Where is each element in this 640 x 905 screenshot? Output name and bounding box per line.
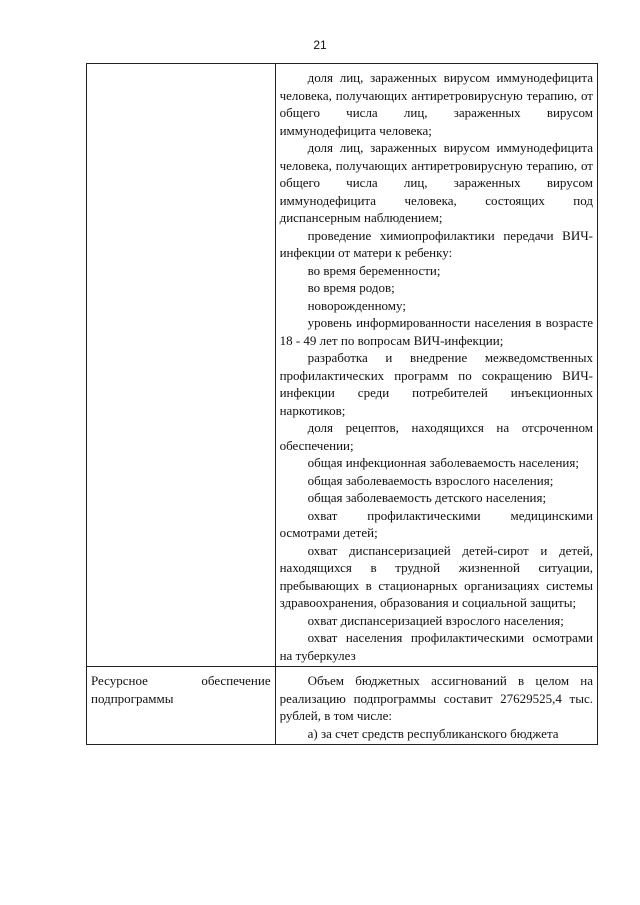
indicator-item: общая заболеваемость детского населения; (307, 490, 547, 505)
table-row (87, 667, 598, 745)
resources-text: а) за счет средств республиканского бюджета (307, 725, 559, 741)
page-number: 21 (313, 38, 327, 52)
target-indicators-cell (275, 64, 597, 667)
indicator-item: доля лиц, зараженных вирусом иммунодефицита человека, получающих антиретровирусную терапию, от общего числа лиц, зараженных вирусом иммунодефицита человека, состоящих под диспансерным наблюдением; (279, 140, 593, 225)
passport-table (86, 63, 598, 745)
row-label-empty (87, 64, 276, 667)
indicator-item: доля рецептов, находящихся на отсроченном обеспечении; (279, 420, 593, 453)
indicator-item: охват профилактическими медицинскими осмотрами детей; (279, 507, 593, 540)
indicator-item: охват диспансеризацией детей-сирот и детей, находящихся в трудной жизненной ситуации, пребывающих в стационарных организациях системы здравоохранения, образования и социальной защиты; (279, 542, 593, 610)
indicator-item: охват населения профилактическими осмотрами на туберкулез (279, 630, 593, 663)
row-label-text: Ресурсное обеспечение подпрограммы (91, 673, 271, 706)
indicator-item: общая заболеваемость взрослого населения; (307, 472, 554, 488)
indicator-item: разработка и внедрение межведомственных профилактических программ по сокращению ВИЧ-инфекции среди потребителей инъекционных наркотиков; (279, 350, 593, 418)
indicator-item: во время родов; (307, 280, 395, 295)
resources-text: Объем бюджетных ассигнований в целом на реализацию подпрограммы составит 27629525,4 тыс. рублей, в том числе: (279, 673, 593, 723)
resources-cell (275, 667, 597, 745)
indicator-item: уровень информированности населения в возрасте 18 - 49 лет по вопросам ВИЧ-инфекции; (279, 315, 593, 348)
indicator-item: доля лиц, зараженных вирусом иммунодефицита человека, получающих антиретровирусную терапию, от общего числа лиц, зараженных вирусом иммунодефицита человека; (279, 70, 593, 138)
indicator-item: общая инфекционная заболеваемость населения; (307, 455, 579, 470)
indicator-item: во время беременности; (307, 262, 441, 278)
indicator-item: охват диспансеризацией взрослого населения; (307, 612, 564, 628)
indicator-item: новорожденному; (307, 297, 406, 313)
table-row (87, 64, 598, 667)
indicator-item: проведение химиопрофилактики передачи ВИЧ-инфекции от матери к ребенку: (279, 227, 593, 260)
row-label-resources (87, 667, 276, 745)
